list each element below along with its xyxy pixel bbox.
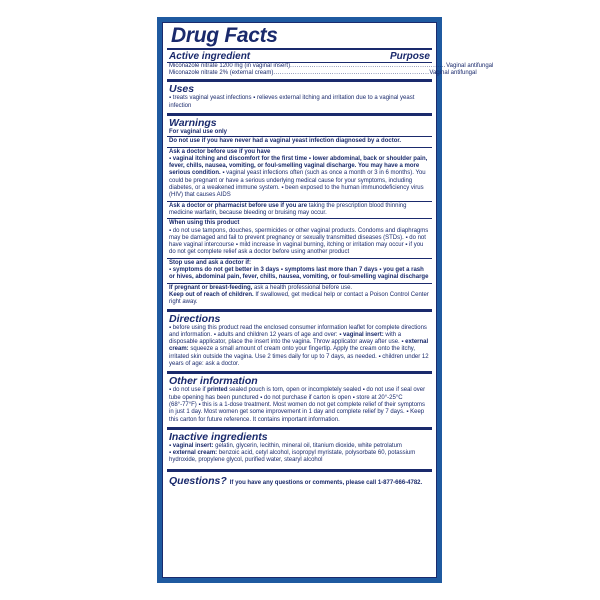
inactive-ingredients-section: [167, 427, 432, 466]
pregnant-bold: If pregnant or breast-feeding,: [169, 284, 253, 291]
stop-use-heading: Stop use and ask a doctor if:: [169, 259, 252, 266]
active-ingredient-heading: Active ingredient: [169, 51, 251, 62]
warnings-heading: Warnings: [169, 117, 217, 129]
vaginal-use-only: For vaginal use only: [169, 129, 228, 135]
ingredient-purpose: Vaginal antifungal: [429, 70, 477, 77]
questions-row: [167, 469, 432, 487]
purpose-heading: Purpose: [389, 51, 430, 62]
directions-insert-text: with a disposable applicator, place the insert into the vagina. Throw applicator away after use.: [169, 331, 402, 346]
warning-block: [167, 147, 432, 201]
directions-cream-bold: ▪ external cream:: [169, 339, 429, 353]
warning-block: [167, 283, 432, 308]
other-info-text: sealed pouch is torn, open or incompletely sealed ▪ do not use if seal over tube opening has been punctured ▪ do not purchase if carton is open ▪ store at 20°-25°C (68°-77°F) ▪ this is a 1-dose treatment. Most women do not get complete relief of their symptoms in just 1 day. Most women get some improvement in 1 day and complete relief by 7 days. ▪ Keep this carton for future reference. It contains important information.: [169, 387, 426, 423]
stop-use-text: ▪ symptoms do not get better in 3 days ▪ symptoms last more than 7 days ▪ you get a rash or hives, abdominal pain, fever, chills, nausea, vomiting, or foul-smelling vaginal discharge: [169, 267, 429, 281]
questions-text: If you have any questions or comments, please call 1-877-666-4782.: [229, 479, 423, 486]
warning-block: [167, 258, 432, 283]
other-info-heading: Other information: [169, 375, 258, 388]
directions-heading: Directions: [169, 312, 221, 325]
pharmacist-text: taking the prescription blood thinning medicine warfarin, because bleeding or bruising may occur.: [169, 202, 407, 216]
directions-text: ▪ before using this product read the enclosed consumer information leaflet for complete directions and information. ▪ adults and children 12 years of age and over:: [169, 324, 427, 338]
drug-facts-label: [162, 22, 494, 578]
warning-block: [167, 136, 432, 146]
inactive-ingredients-heading: Inactive ingredients: [169, 430, 268, 443]
do-not-use-text: Do not use if you have never had a vaginal yeast infection diagnosed by a doctor.: [169, 138, 402, 145]
directions-cream-text: squeeze a small amount of cream onto your fingertip. Apply the cream onto the itchy, irritated skin outside the vagina. Use 2 times daily for up to 7 days, as needed. ▪ children under 12 years of age: ask a doctor.: [169, 346, 429, 368]
uses-text: ▪ treats vaginal yeast infections ▪ relieves external itching and irritation due to a vaginal yeast infection: [169, 95, 415, 109]
inactive-cream-bold: ▪ external cream:: [169, 450, 218, 457]
questions-label: Questions?: [169, 474, 227, 487]
inactive-cream-text: benzoic acid, cetyl alcohol, isopropyl myristate, polysorbate 60, potassium hydroxide, propylene glycol, purified water, stearyl alcohol: [169, 450, 416, 464]
ingredient-name: Miconazole nitrate 2% (external cream): [169, 70, 274, 77]
when-using-text: ▪ do not use tampons, douches, spermicides or other vaginal products. Condoms and diaphragms may be damaged and fail to prevent pregnancy or sexually transmitted diseases (STDs). ▪ do not have vaginal intercourse ▪ mild increase in vaginal burning, itching or irritation may occur ▪ if you do not get complete relief ask a doctor before using another product: [169, 227, 429, 256]
other-info-printed: printed: [207, 387, 228, 394]
warnings-section: [167, 113, 432, 309]
ask-doctor-heading: Ask a doctor before use if you have: [169, 148, 271, 155]
inactive-insert-bold: ▪ vaginal insert:: [169, 442, 214, 449]
ingredient-row: [167, 70, 477, 77]
ask-doctor-text: ▪ vaginal yeast infections often (such as once a month or 3 in 6 months). You could be pregnant or have a serious underlying medical cause for your symptoms, including diabetes, or a weakened immune system. ▪ been exposed to the human immunodeficiency virus (HIV) that causes AIDS: [169, 170, 426, 199]
directions-section: [167, 309, 432, 370]
other-info-text: ▪ do not use if: [169, 387, 208, 394]
children-text: If swallowed, get medical help or contact a Poison Control Center right away.: [169, 291, 429, 306]
ingredient-purpose: Vaginal antifungal: [446, 63, 494, 69]
pharmacist-bold: Ask a doctor or pharmacist before use if you are: [169, 202, 308, 209]
directions-insert-bold: ▪ vaginal insert:: [339, 331, 384, 338]
ask-doctor-bold: ▪ vaginal itching and discomfort for the first time ▪ lower abdominal, back or shoulder pain, fever, chills, nausea, vomiting, or foul-smelling vaginal discharge. You may have a more serious condition.: [169, 155, 428, 177]
children-bold: Keep out of reach of children.: [169, 291, 254, 298]
leader-dots: ........................................................................: [273, 70, 430, 77]
pregnant-text: ask a health professional before use.: [252, 284, 353, 291]
uses-section: [167, 79, 432, 111]
drug-facts-panel: [157, 17, 494, 583]
active-ingredient-header: [167, 50, 432, 62]
ingredient-row: [167, 63, 494, 70]
uses-heading: Uses: [169, 83, 195, 96]
warning-block: [167, 201, 432, 219]
leader-dots: ........................................................................: [290, 63, 447, 69]
drug-facts-title: Drug Facts: [171, 24, 278, 47]
warning-block: [167, 218, 432, 257]
other-info-section: [167, 371, 432, 424]
ingredient-name: Miconazole nitrate 1200 mg (in vaginal insert): [169, 63, 291, 69]
when-using-heading: When using this product: [169, 220, 240, 227]
inactive-insert-text: gelatin, glycerin, lecithin, mineral oil, titanium dioxide, white petrolatum: [213, 442, 402, 449]
